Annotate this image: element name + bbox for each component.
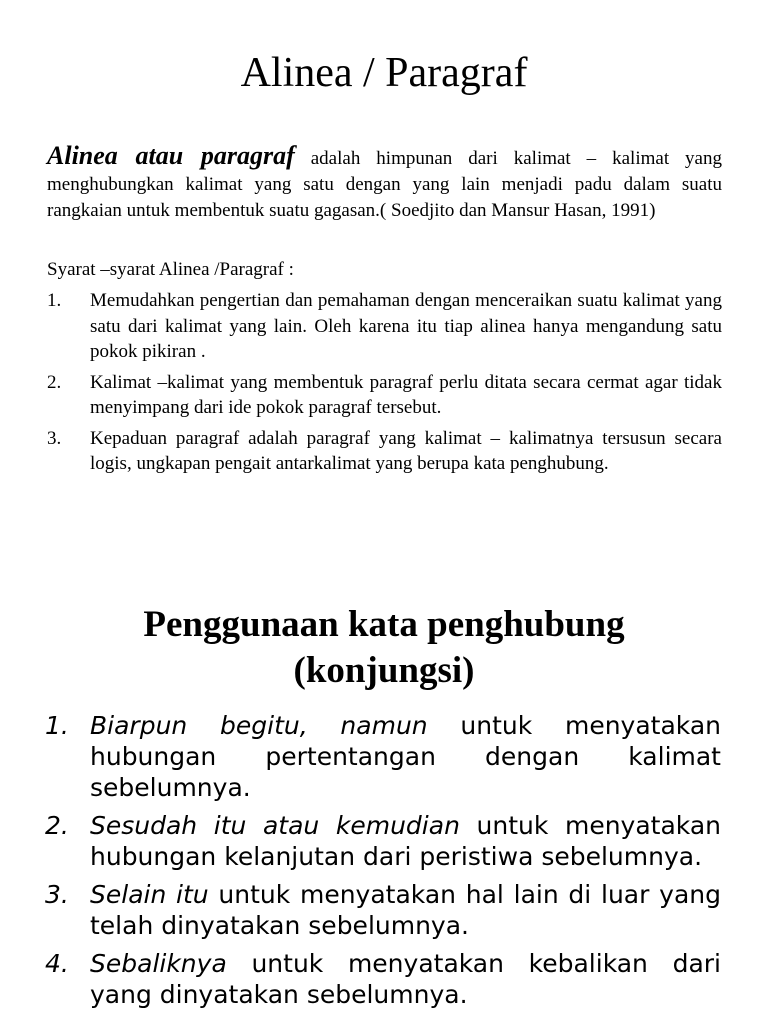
conjunction-text: untuk menyatakan hal lain di luar yang telah dinyatakan sebelumnya.: [90, 880, 721, 940]
conjunction-text: untuk menyatakan kebalikan dari yang dinyatakan sebelumnya.: [90, 949, 721, 1009]
section-title-line: Penggunaan kata penghubung: [143, 604, 625, 645]
conjunction-term: Biarpun begitu, namun: [90, 711, 428, 740]
conjunction-list: [45, 710, 721, 1017]
requirements-heading: Syarat –syarat Alinea /Paragraf :: [47, 259, 294, 280]
conjunction-item: [45, 879, 721, 941]
section-title-line: (konjungsi): [293, 650, 475, 691]
intro-text: adalah himpunan dari kalimat – kalimat yang menghubungkan kalimat yang satu dengan yang lain menjadi padu dalam suatu rangkaian untuk membentuk suatu gagasan.( Soedjito dan Mansur Hasan, 1991): [47, 148, 722, 221]
conjunction-text: untuk menyatakan hubungan kelanjutan dari peristiwa sebelumnya.: [90, 811, 721, 871]
requirement-text: Memudahkan pengertian dan pemahaman dengan menceraikan suatu kalimat yang satu dari kalimat yang lain. Oleh karena itu tiap alinea hanya mengandung satu pokok pikiran .: [90, 290, 722, 362]
conjunction-text: untuk menyatakan hubungan pertentangan dengan kalimat sebelumnya.: [90, 711, 721, 802]
conjunction-item: [45, 948, 721, 1010]
conjunction-term: Sesudah itu atau kemudian: [90, 811, 460, 840]
requirement-number: 2.: [47, 371, 62, 393]
requirement-number: 1.: [47, 290, 62, 311]
conjunction-number: 3.: [45, 880, 69, 909]
requirement-item: [47, 288, 722, 365]
requirement-number: 3.: [47, 427, 62, 449]
conjunction-item: [45, 710, 721, 803]
intro-term: Alinea atau paragraf: [47, 141, 295, 170]
requirement-text: Kalimat –kalimat yang membentuk paragraf perlu ditata secara cermat agar tidak menyimpang dari ide pokok paragraf tersebut.: [90, 371, 722, 418]
intro-paragraph: [47, 143, 722, 224]
conjunction-number: 1.: [45, 711, 69, 740]
requirement-text: Kepaduan paragraf adalah paragraf yang kalimat – kalimatnya tersusun secara logis, ungkapan pengait antarkalimat yang berupa kata penghubung.: [90, 427, 722, 474]
requirement-item: [47, 370, 722, 421]
requirement-item: [47, 426, 722, 477]
conjunction-term: Selain itu: [90, 880, 209, 909]
page-title: Alinea / Paragraf: [240, 50, 528, 96]
conjunction-number: 2.: [45, 811, 69, 840]
requirements-list: [47, 288, 722, 482]
section-title: [0, 602, 768, 694]
conjunction-term: Sebaliknya: [90, 949, 227, 978]
conjunction-number: 4.: [45, 949, 69, 978]
conjunction-item: [45, 810, 721, 872]
